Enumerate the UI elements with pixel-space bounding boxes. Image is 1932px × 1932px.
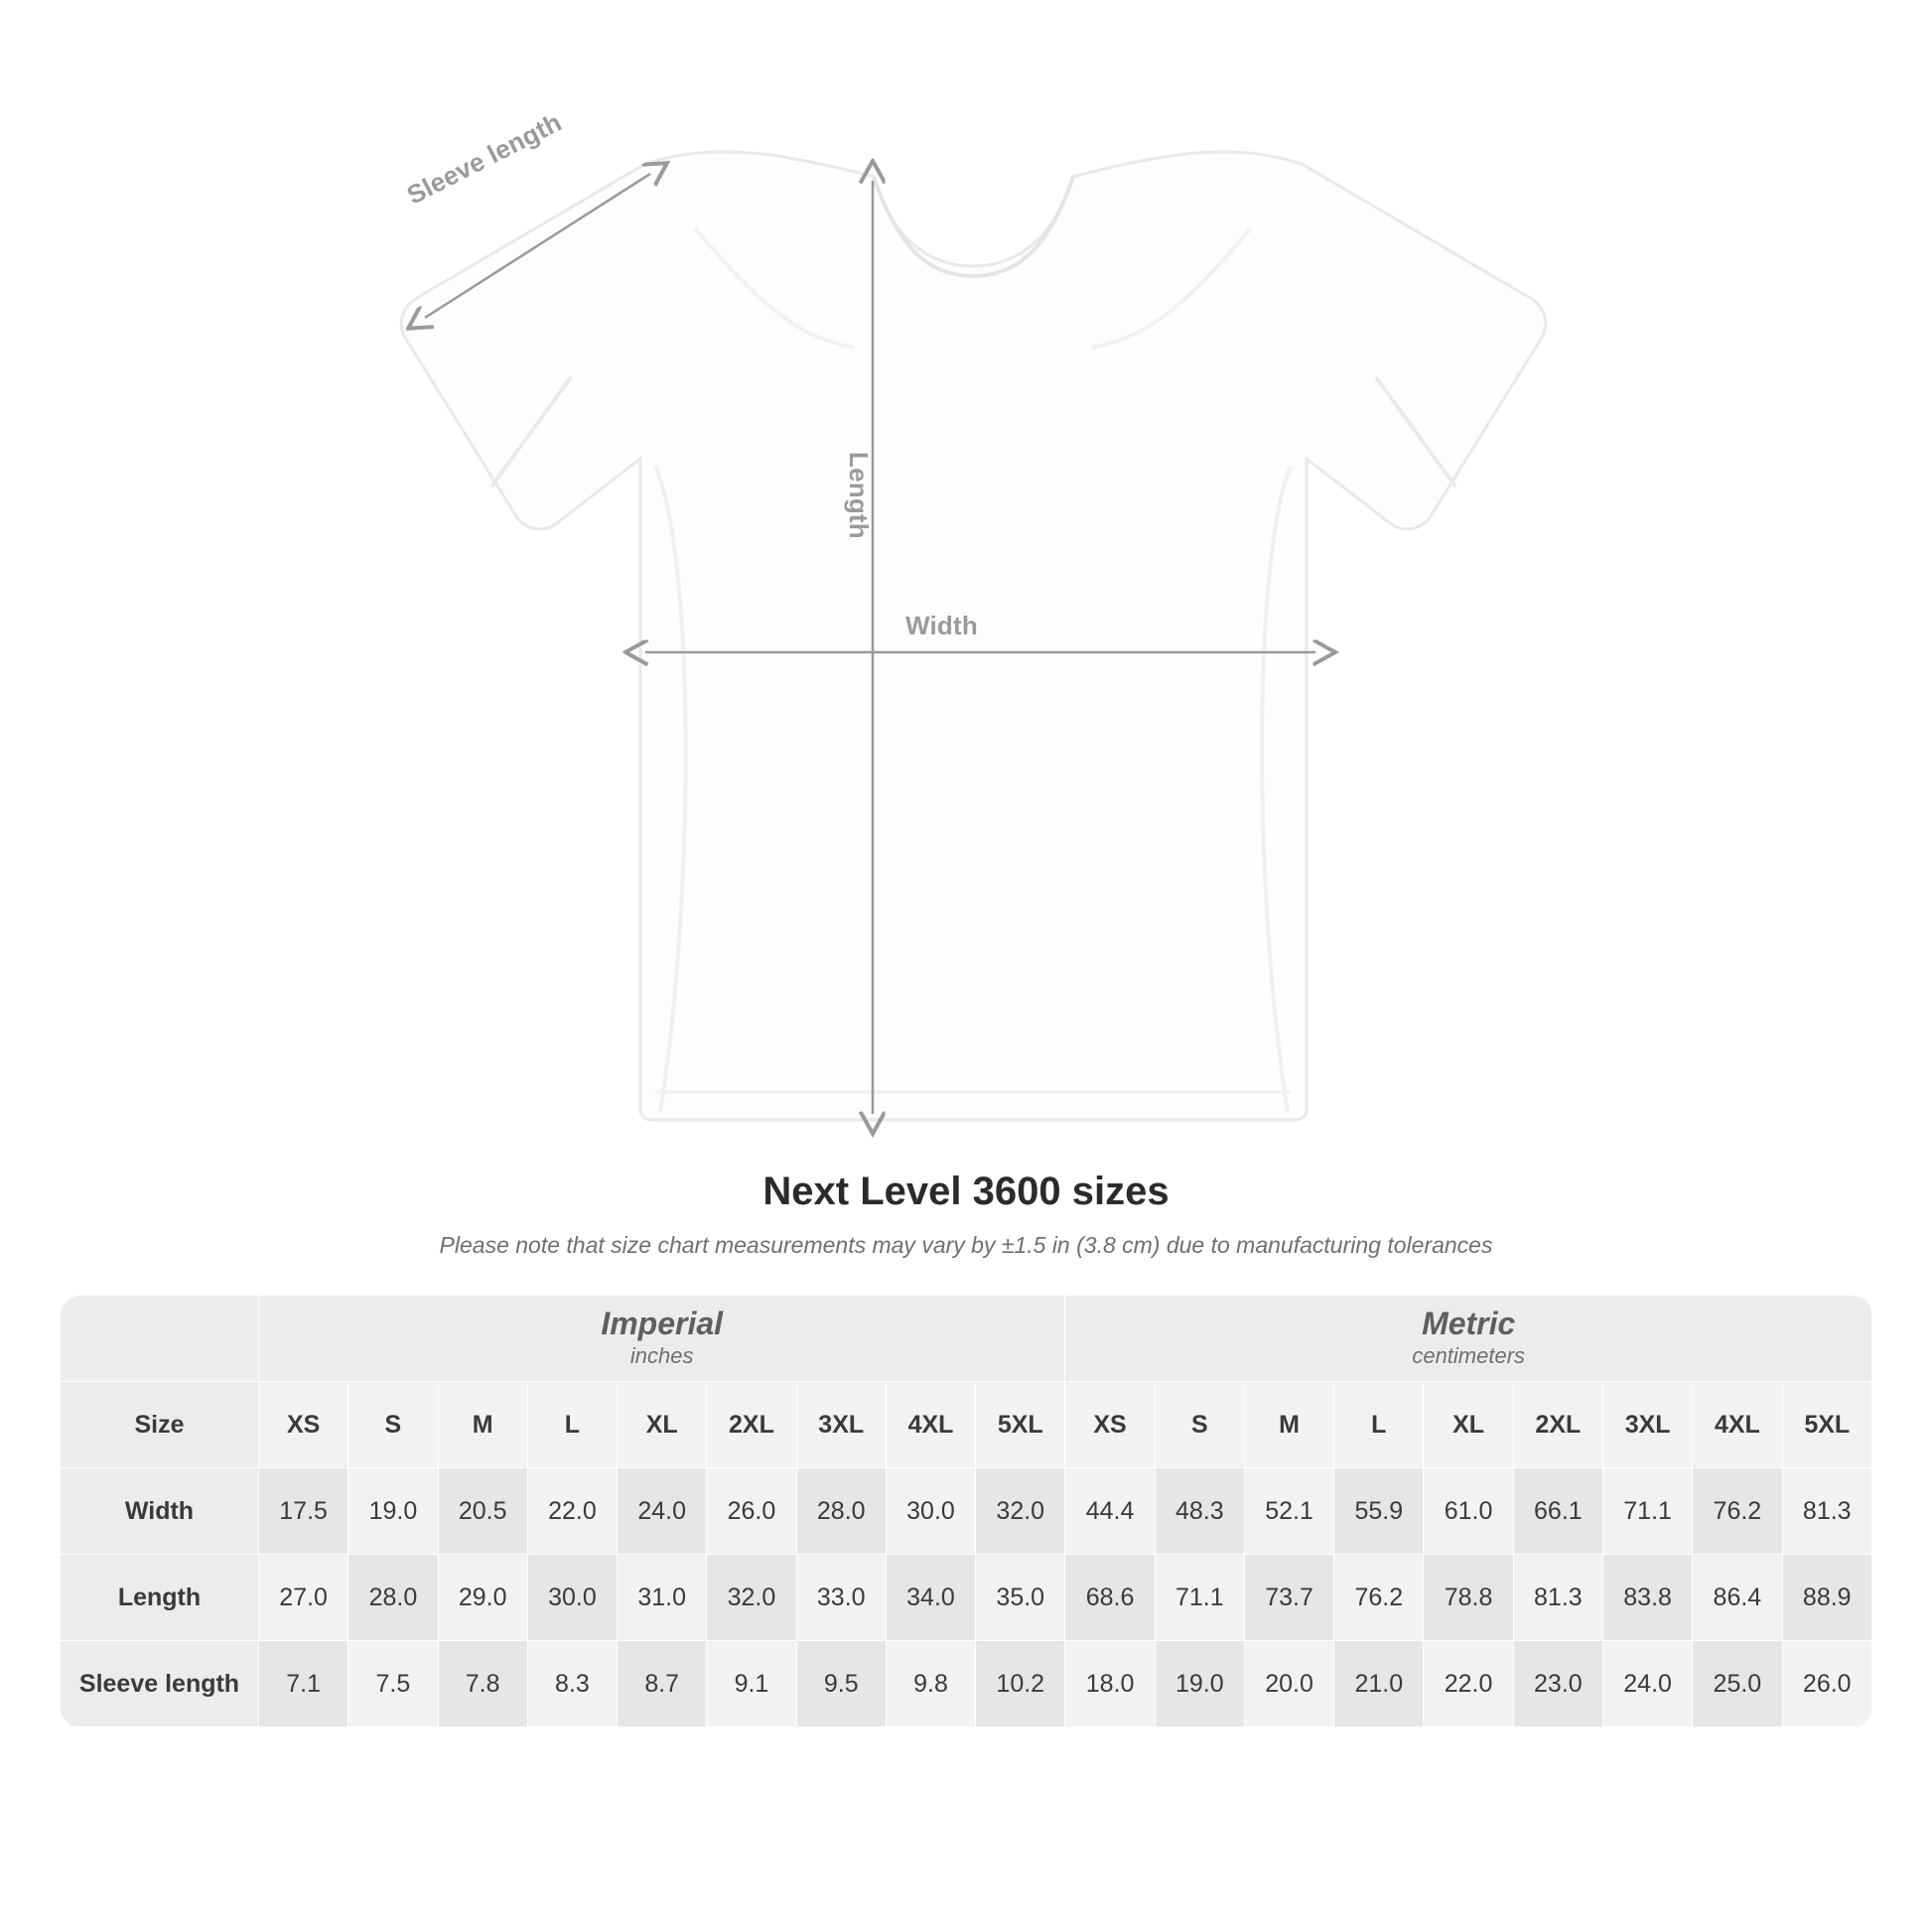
size-col-xs-imperial: XS bbox=[259, 1382, 348, 1468]
size-col-5xl-metric: 5XL bbox=[1782, 1382, 1871, 1468]
size-col-xs-metric: XS bbox=[1065, 1382, 1155, 1468]
cell-length-s-in: 28.0 bbox=[348, 1555, 438, 1641]
cell-length-m-in: 29.0 bbox=[438, 1555, 527, 1641]
size-col-2xl-metric: 2XL bbox=[1513, 1382, 1602, 1468]
cell-width-m-in: 20.5 bbox=[438, 1468, 527, 1555]
cell-sleeve-m-cm: 20.0 bbox=[1244, 1641, 1333, 1727]
unit-system-corner bbox=[61, 1296, 259, 1382]
cell-width-4xl-cm: 76.2 bbox=[1693, 1468, 1782, 1555]
cell-width-5xl-in: 32.0 bbox=[976, 1468, 1065, 1555]
size-col-s-imperial: S bbox=[348, 1382, 438, 1468]
table-row bbox=[61, 1555, 1872, 1641]
cell-length-5xl-cm: 88.9 bbox=[1782, 1555, 1871, 1641]
cell-width-xl-in: 24.0 bbox=[618, 1468, 707, 1555]
imperial-unit: inches bbox=[629, 1343, 694, 1369]
cell-sleeve-s-in: 7.5 bbox=[348, 1641, 438, 1727]
cell-width-xs-cm: 44.4 bbox=[1065, 1468, 1155, 1555]
cell-length-m-cm: 73.7 bbox=[1244, 1555, 1333, 1641]
cell-length-4xl-cm: 86.4 bbox=[1693, 1555, 1782, 1641]
size-col-m-imperial: M bbox=[438, 1382, 527, 1468]
cell-length-3xl-cm: 83.8 bbox=[1602, 1555, 1692, 1641]
metric-name: Metric bbox=[1422, 1306, 1516, 1342]
cell-length-xl-cm: 78.8 bbox=[1424, 1555, 1513, 1641]
cell-sleeve-l-cm: 21.0 bbox=[1334, 1641, 1424, 1727]
cell-sleeve-xl-cm: 22.0 bbox=[1424, 1641, 1513, 1727]
size-col-xl-imperial: XL bbox=[618, 1382, 707, 1468]
cell-width-xl-cm: 61.0 bbox=[1424, 1468, 1513, 1555]
cell-length-s-cm: 71.1 bbox=[1155, 1555, 1244, 1641]
tolerance-note: Please note that size chart measurements may vary by ±1.5 in (3.8 cm) due to manufacturing tolerances bbox=[439, 1232, 1493, 1258]
cell-sleeve-3xl-in: 9.5 bbox=[796, 1641, 886, 1727]
size-col-xl-metric: XL bbox=[1424, 1382, 1513, 1468]
cell-sleeve-m-in: 7.8 bbox=[438, 1641, 527, 1727]
size-col-l-metric: L bbox=[1334, 1382, 1424, 1468]
cell-sleeve-4xl-cm: 25.0 bbox=[1693, 1641, 1782, 1727]
cell-width-3xl-cm: 71.1 bbox=[1602, 1468, 1692, 1555]
cell-sleeve-5xl-cm: 26.0 bbox=[1782, 1641, 1871, 1727]
cell-sleeve-xl-in: 8.7 bbox=[618, 1641, 707, 1727]
cell-sleeve-xs-cm: 18.0 bbox=[1065, 1641, 1155, 1727]
cell-width-5xl-cm: 81.3 bbox=[1782, 1468, 1871, 1555]
cell-width-2xl-in: 26.0 bbox=[707, 1468, 796, 1555]
cell-sleeve-xs-in: 7.1 bbox=[259, 1641, 348, 1727]
width-label: Width bbox=[905, 611, 978, 640]
cell-sleeve-2xl-cm: 23.0 bbox=[1513, 1641, 1602, 1727]
unit-system-header-row bbox=[61, 1296, 1872, 1382]
cell-length-xl-in: 31.0 bbox=[618, 1555, 707, 1641]
cell-sleeve-5xl-in: 10.2 bbox=[976, 1641, 1065, 1727]
row-label-sleeve-length: Sleeve length bbox=[61, 1641, 259, 1727]
cell-length-xs-cm: 68.6 bbox=[1065, 1555, 1155, 1641]
cell-sleeve-s-cm: 19.0 bbox=[1155, 1641, 1244, 1727]
cell-sleeve-3xl-cm: 24.0 bbox=[1602, 1641, 1692, 1727]
cell-length-2xl-cm: 81.3 bbox=[1513, 1555, 1602, 1641]
size-col-3xl-metric: 3XL bbox=[1602, 1382, 1692, 1468]
length-label: Length bbox=[844, 452, 874, 539]
unit-system-imperial bbox=[259, 1296, 1065, 1382]
cell-length-5xl-in: 35.0 bbox=[976, 1555, 1065, 1641]
size-col-2xl-imperial: 2XL bbox=[707, 1382, 796, 1468]
row-header-size: Size bbox=[61, 1382, 259, 1468]
size-col-3xl-imperial: 3XL bbox=[796, 1382, 886, 1468]
cell-sleeve-2xl-in: 9.1 bbox=[707, 1641, 796, 1727]
size-col-5xl-imperial: 5XL bbox=[976, 1382, 1065, 1468]
cell-sleeve-l-in: 8.3 bbox=[527, 1641, 617, 1727]
size-col-l-imperial: L bbox=[527, 1382, 617, 1468]
size-col-s-metric: S bbox=[1155, 1382, 1244, 1468]
size-col-4xl-imperial: 4XL bbox=[886, 1382, 975, 1468]
cell-length-3xl-in: 33.0 bbox=[796, 1555, 886, 1641]
title-block bbox=[0, 1170, 1932, 1259]
cell-width-l-in: 22.0 bbox=[527, 1468, 617, 1555]
size-header-row bbox=[61, 1382, 1872, 1468]
cell-width-2xl-cm: 66.1 bbox=[1513, 1468, 1602, 1555]
cell-width-l-cm: 55.9 bbox=[1334, 1468, 1424, 1555]
cell-length-4xl-in: 34.0 bbox=[886, 1555, 975, 1641]
size-table bbox=[60, 1295, 1872, 1727]
cell-width-s-cm: 48.3 bbox=[1155, 1468, 1244, 1555]
page-title: Next Level 3600 sizes bbox=[762, 1170, 1170, 1213]
imperial-name: Imperial bbox=[601, 1306, 724, 1342]
size-col-4xl-metric: 4XL bbox=[1693, 1382, 1782, 1468]
table-row bbox=[61, 1641, 1872, 1727]
metric-unit: centimeters bbox=[1412, 1343, 1526, 1369]
cell-width-3xl-in: 28.0 bbox=[796, 1468, 886, 1555]
cell-width-4xl-in: 30.0 bbox=[886, 1468, 975, 1555]
row-label-width: Width bbox=[61, 1468, 259, 1555]
sleeve-length-label: Sleeve length bbox=[402, 106, 567, 210]
size-col-m-metric: M bbox=[1244, 1382, 1333, 1468]
cell-width-xs-in: 17.5 bbox=[259, 1468, 348, 1555]
cell-length-l-cm: 76.2 bbox=[1334, 1555, 1424, 1641]
cell-width-s-in: 19.0 bbox=[348, 1468, 438, 1555]
row-label-length: Length bbox=[61, 1555, 259, 1641]
cell-length-l-in: 30.0 bbox=[527, 1555, 617, 1641]
cell-length-xs-in: 27.0 bbox=[259, 1555, 348, 1641]
size-table-wrapper bbox=[60, 1295, 1872, 1727]
table-row bbox=[61, 1468, 1872, 1555]
cell-width-m-cm: 52.1 bbox=[1244, 1468, 1333, 1555]
cell-sleeve-4xl-in: 9.8 bbox=[886, 1641, 975, 1727]
cell-length-2xl-in: 32.0 bbox=[707, 1555, 796, 1641]
unit-system-metric bbox=[1065, 1296, 1872, 1382]
